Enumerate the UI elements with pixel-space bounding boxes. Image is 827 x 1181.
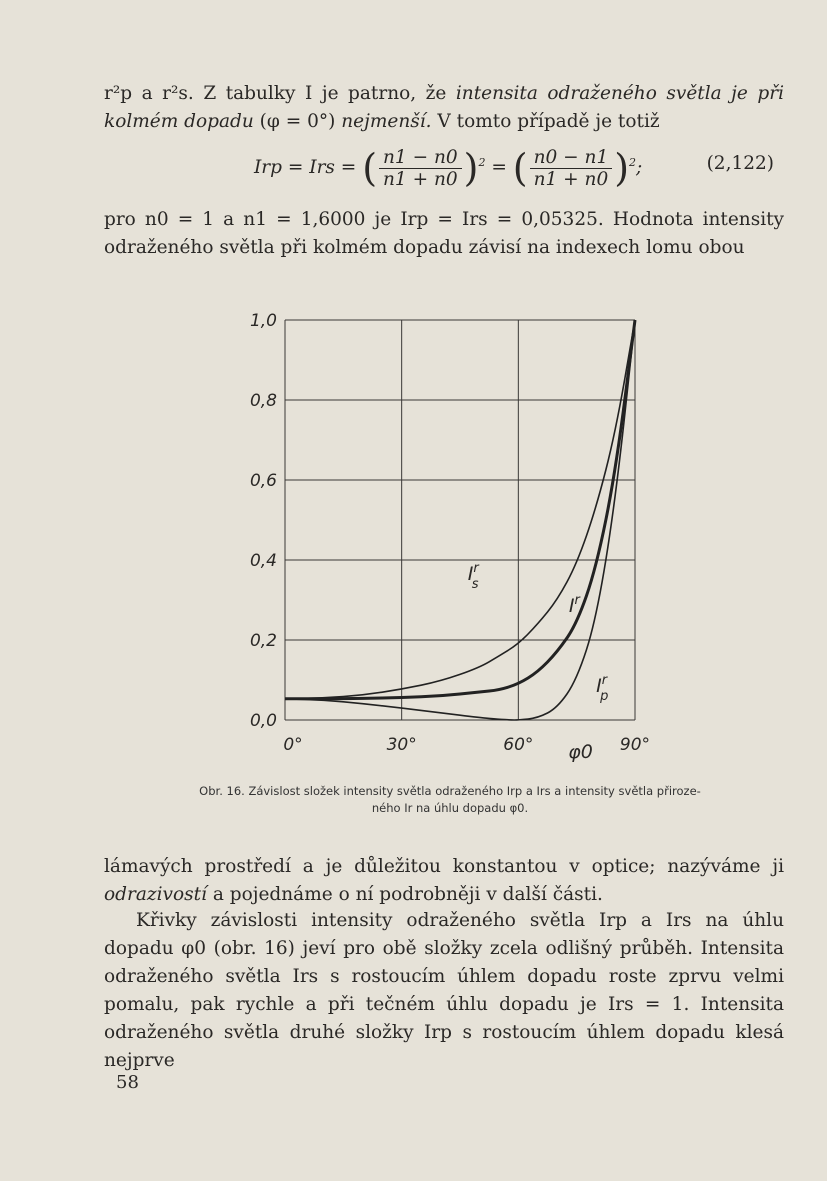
x-tick-label-1: 30° [386, 735, 417, 755]
series-label-Irs: $I^r$ s [467, 561, 479, 592]
equation-lhs: Irp = Irs = [254, 157, 357, 178]
equation-2-122: Irp = Irs = ( $\frac{n1 - n0}{n1 + n0}$ )$^2$ = ( $\frac{n0 - n1}{n1 + n0}$ )$^2$; (2,122) [254, 146, 774, 190]
paragraph-reflectivity [104, 853, 784, 909]
caption-line-2: ného Ir na úhlu dopadu φ0. [371, 801, 529, 815]
intro-mid: (φ = 0°) [253, 111, 342, 132]
intro-lead: r²p a r²s. Z tabulky I je patrno, že [104, 83, 456, 104]
paragraph-curves: Křivky závislosti intensity odraženého světla Irp a Irs na úhlu dopadu φ0 (obr. 16) jeví pro obě složky zcela odlišný průběh. Intensita odraženého světla Irs s rostoucím úhlem dopadu roste zprvu velmi pomalu, pak rychle a při tečném úhlu dopadu je Irs = 1. Intensita odraženého světla druhé složky Irp s rostoucím úhlem dopadu klesá nejprve [104, 910, 784, 1071]
intro-italic-2: nejmenší. [341, 111, 432, 132]
equation-fraction-1 [379, 147, 462, 190]
y-tick-label-1: 0,2 [249, 631, 277, 651]
figure-16 [230, 305, 670, 775]
intro-italic-1: intensita odraženého světla je při kolmém dopadu [104, 83, 784, 132]
fraction-2-denominator: n1 + n0 [533, 168, 609, 190]
y-tick-label-3: 0,6 [249, 471, 277, 491]
series-line-Irp [285, 320, 635, 720]
y-tick-label-2: 0,4 [249, 551, 277, 571]
x-axis-label: φ0 [568, 741, 593, 763]
paragraph-values: pro n0 = 1 a n1 = 1,6000 je Irp = Irs = 0,05325. Hodnota intensity odraženého světla při kolmém dopadu závisí na indexech lomu obou [104, 209, 784, 258]
reflectivity-italic: odrazivostí [104, 884, 207, 905]
fraction-1-denominator: n1 + n0 [383, 168, 458, 190]
x-tick-label-2: 60° [503, 735, 534, 755]
y-tick-label-4: 0,8 [249, 391, 277, 411]
figure-caption [118, 783, 782, 817]
series-label-Ir: $I^r$ [568, 593, 580, 617]
series-label-Irp: $I^r$ p [596, 673, 609, 704]
x-tick-label-3: 90° [619, 735, 651, 755]
paragraph-intro [104, 80, 784, 136]
reflectivity-text-2: a pojednáme o ní podrobněji v další části. [206, 884, 603, 905]
page-number: 58 [116, 1072, 139, 1093]
x-tick-label-0: 0° [283, 735, 303, 755]
series-line-Irs [285, 320, 635, 699]
intro-tail: V tomto případě je totiž [431, 111, 660, 132]
fraction-1-numerator: n1 − n0 [379, 147, 462, 169]
fraction-2-numerator: n0 − n1 [530, 147, 613, 169]
equation-fraction-2 [530, 147, 613, 190]
y-tick-label-5: 1,0 [249, 311, 277, 331]
series-line-Ir [285, 320, 635, 699]
equation-number: (2,122) [706, 153, 774, 174]
reflectivity-text-1: lámavých prostředí a je důležitou konstantou v optice; nazýváme ji [104, 856, 784, 877]
y-tick-label-0: 0,0 [249, 711, 277, 731]
reflectance-chart [230, 305, 670, 775]
caption-line-1: Obr. 16. Závislost složek intensity světla odraženého Irp a Irs a intensity světla přiroze- [199, 784, 701, 798]
